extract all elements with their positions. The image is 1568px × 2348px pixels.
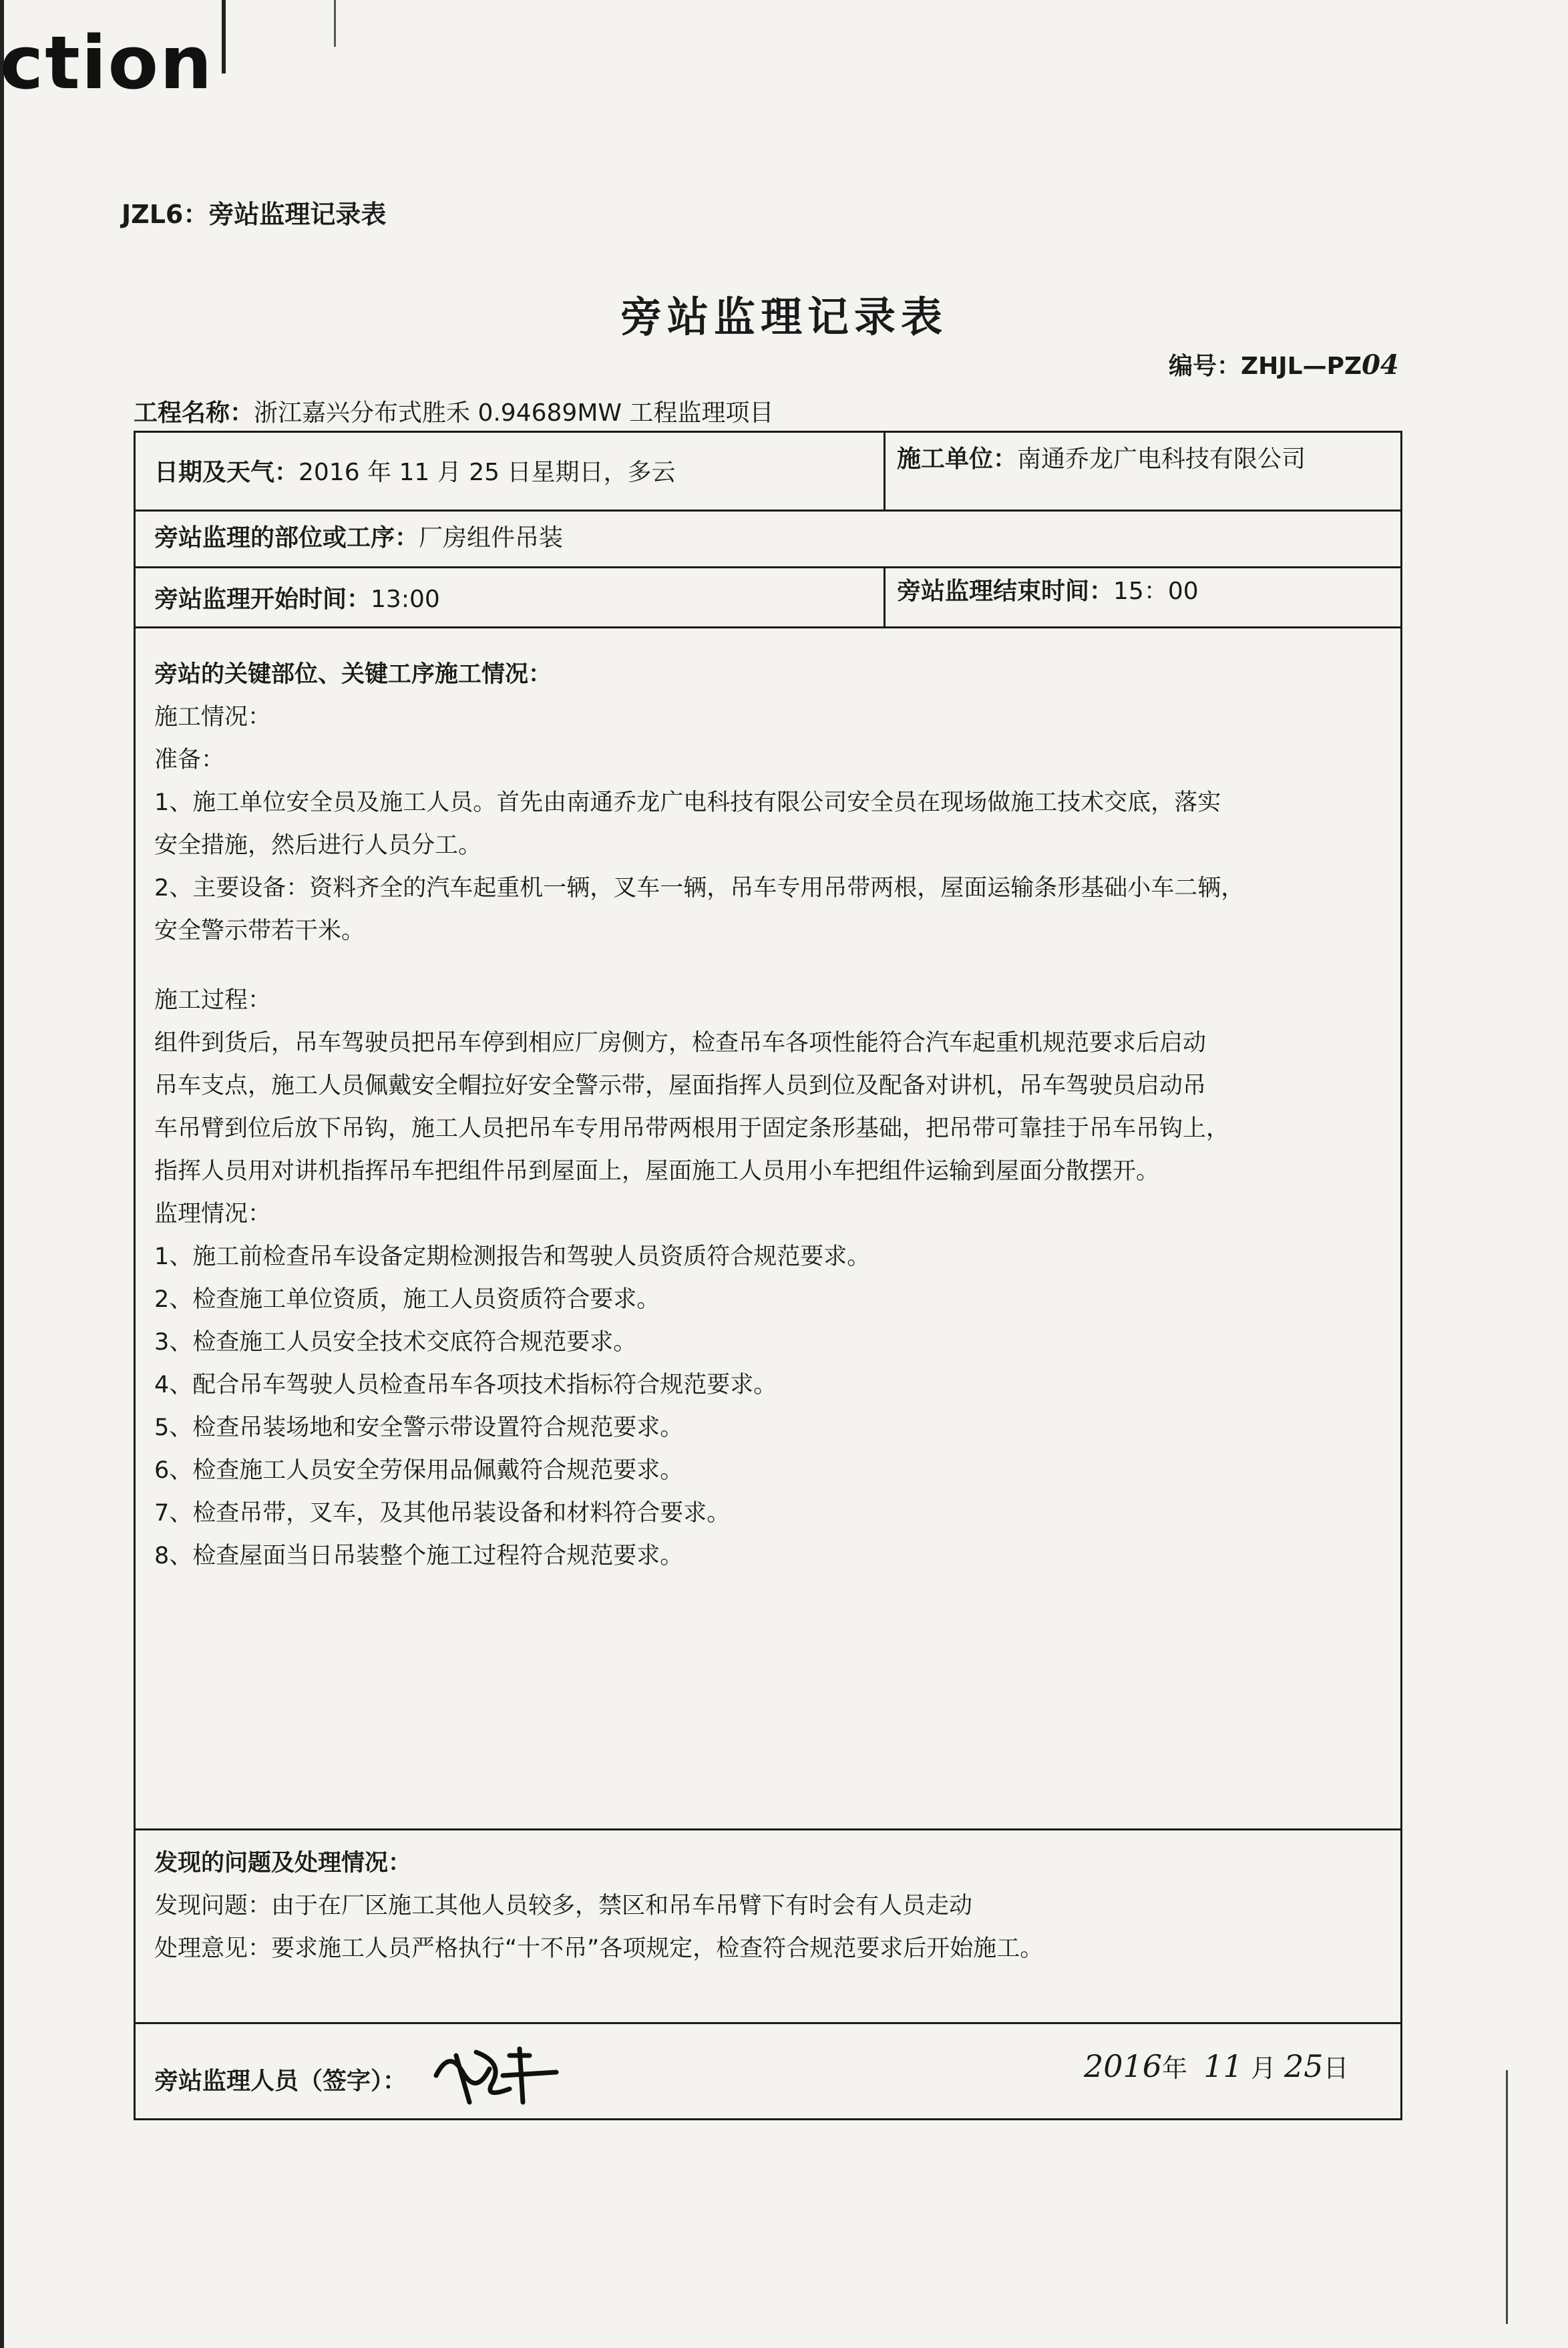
construction-unit <box>897 446 1306 473</box>
row-divider <box>136 1828 1400 1830</box>
date-weather <box>154 459 675 486</box>
row-divider <box>136 626 1400 628</box>
supervision-line: 2、检查施工单位资质，施工人员资质符合要求。 <box>154 1286 660 1313</box>
prep-line: 安全警示带若干米。 <box>154 918 365 944</box>
unit-value: 南通乔龙广电科技有限公司 <box>1017 445 1306 473</box>
unit-label: 施工单位： <box>897 445 1018 473</box>
project-name <box>134 394 773 428</box>
row-divider <box>136 2022 1400 2024</box>
supervised-part <box>154 525 563 552</box>
serial-number <box>1169 347 1399 381</box>
scan-mark <box>334 0 336 47</box>
handwritten-signature <box>429 2035 563 2109</box>
supervision-line: 1、施工前检查吊车设备定期检测报告和驾驶人员资质符合规范要求。 <box>154 1243 871 1270</box>
scan-mark <box>222 0 226 73</box>
supervision-line: 6、检查施工人员安全劳保用品佩戴符合规范要求。 <box>154 1457 684 1484</box>
record-form <box>134 431 1402 2120</box>
section-heading: 旁站的关键部位、关键工序施工情况： <box>154 661 552 688</box>
prep-line: 1、施工单位安全员及施工人员。首先由南通乔龙广电科技有限公司安全员在现场做施工技术交底，落实 <box>154 789 1221 816</box>
issue-found: 发现问题：由于在厂区施工其他人员较多，禁区和吊车吊臂下有时会有人员走动 <box>154 1893 973 1919</box>
supervision-line: 8、检查屋面当日吊装整个施工过程符合规范要求。 <box>154 1543 684 1569</box>
year-unit: 年 <box>1162 2053 1188 2083</box>
key-process-section <box>154 653 1382 1577</box>
row-divider <box>136 510 1400 512</box>
date-value: 2016 年 11 月 25 日星期日，多云 <box>299 459 676 486</box>
form-code: JZL6：旁站监理记录表 <box>122 200 387 229</box>
supervision-line: 3、检查施工人员安全技术交底符合规范要求。 <box>154 1329 637 1356</box>
row-divider <box>136 566 1400 568</box>
process-line: 组件到货后，吊车驾驶员把吊车停到相应厂房侧方，检查吊车各项性能符合汽车起重机规范要求后启动 <box>154 1030 1207 1056</box>
column-divider <box>884 433 886 510</box>
date-label: 日期及天气： <box>154 459 299 486</box>
process-line: 指挥人员用对讲机指挥吊车把组件吊到屋面上，屋面施工人员用小车把组件运输到屋面分散摆开。 <box>154 1158 1160 1185</box>
part-value: 厂房组件吊装 <box>419 524 564 552</box>
project-label: 工程名称： <box>134 399 254 427</box>
start-time <box>154 586 440 613</box>
issues-section <box>154 1842 1382 1970</box>
supervision-line: 4、配合吊车驾驶人员检查吊车各项技术指标符合规范要求。 <box>154 1372 777 1398</box>
issue-handling: 处理意见：要求施工人员严格执行“十不吊”各项规定，检查符合规范要求后开始施工。 <box>154 1935 1044 1962</box>
document-title: 旁站监理记录表 <box>620 292 948 341</box>
signature-label: 旁站监理人员（签字）： <box>154 2068 407 2095</box>
sign-date <box>1084 2047 1349 2084</box>
prep-line: 安全措施，然后进行人员分工。 <box>154 832 482 859</box>
column-divider <box>884 566 886 626</box>
supervision-line: 7、检查吊带，叉车，及其他吊装设备和材料符合要求。 <box>154 1500 731 1527</box>
prep-heading: 准备： <box>154 747 225 773</box>
process-line: 吊车支点，施工人员佩戴安全帽拉好安全警示带，屋面指挥人员到位及配备对讲机，吊车驾驶员启动吊 <box>154 1072 1207 1099</box>
serial-handwritten: 04 <box>1362 349 1399 381</box>
start-label: 旁站监理开始时间： <box>154 586 371 613</box>
cropped-heading-fragment: ction <box>0 20 214 106</box>
issues-heading: 发现的问题及处理情况： <box>154 1850 412 1877</box>
sign-day: 25 <box>1284 2048 1324 2084</box>
process-line: 车吊臂到位后放下吊钩，施工人员把吊车专用吊带两根用于固定条形基础，把吊带可靠挂于吊车吊钩上， <box>154 1115 1230 1142</box>
end-time <box>897 578 1199 605</box>
construction-heading: 施工情况： <box>154 704 272 731</box>
end-value: 15：00 <box>1113 578 1199 605</box>
month-unit: 月 <box>1250 2053 1276 2083</box>
start-value: 13:00 <box>371 586 440 613</box>
supervision-line: 5、检查吊装场地和安全警示带设置符合规范要求。 <box>154 1414 684 1441</box>
process-heading: 施工过程： <box>154 987 272 1014</box>
serial-label: 编号：ZHJL—PZ <box>1169 353 1362 380</box>
sign-month: 11 <box>1203 2048 1243 2084</box>
part-label: 旁站监理的部位或工序： <box>154 524 419 552</box>
end-label: 旁站监理结束时间： <box>897 578 1114 605</box>
sign-year: 2016 <box>1084 2048 1163 2084</box>
prep-line: 2、主要设备：资料齐全的汽车起重机一辆，叉车一辆，吊车专用吊带两根，屋面运输条形基础小车二辆， <box>154 875 1245 902</box>
day-unit: 日 <box>1323 2053 1349 2083</box>
project-value: 浙江嘉兴分布式胜禾 0.94689MW 工程监理项目 <box>254 399 774 427</box>
supervision-heading: 监理情况： <box>154 1201 272 1227</box>
scan-mark <box>1506 2070 1508 2324</box>
